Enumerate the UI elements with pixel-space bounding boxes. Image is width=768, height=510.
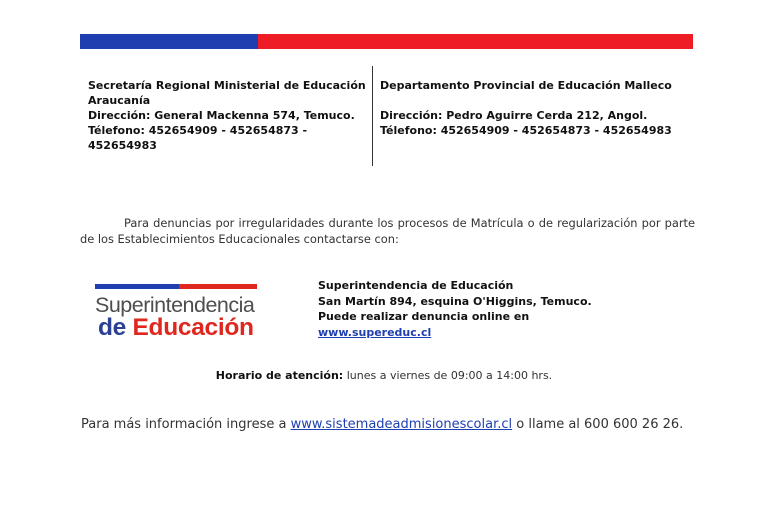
logo-line-1: Superintendencia [95, 293, 255, 317]
logo-educacion: Educación [132, 314, 254, 341]
logo-red-bar [179, 284, 257, 289]
deprov-phone: Télefono: 452654909 - 452654873 - 452654983 [380, 124, 672, 137]
superintendencia-logo [95, 284, 260, 344]
seremi-name: Secretaría Regional Ministerial de Educación [88, 79, 366, 92]
super-name: Superintendencia de Educación [318, 279, 514, 292]
logo-blue-bar [95, 284, 179, 289]
deprov-name: Departamento Provincial de Educación Malleco [380, 79, 672, 92]
seremi-phone: Télefono: 452654909 - 452654873 - 452654983 [88, 124, 308, 152]
seremi-address: Dirección: General Mackenna 574, Temuco. [88, 109, 355, 122]
hours-text: lunes a viernes de 09:00 a 14:00 hrs. [343, 369, 553, 382]
flag-blue-segment [80, 34, 258, 49]
seremi-region: Araucanía [88, 94, 151, 107]
more-info [81, 417, 683, 432]
contacts-divider [372, 66, 373, 166]
superintendencia-contact [318, 278, 592, 340]
contacts-section [80, 66, 690, 166]
flag-red-segment [258, 34, 693, 49]
complaint-notice-text: Para denuncias por irregularidades durante los procesos de Matrícula o de regularización por parte de los Establecimientos Educacionales contactarse con: [80, 216, 695, 246]
more-info-prefix: Para más información ingrese a [81, 417, 291, 432]
opening-hours [0, 369, 768, 382]
hours-label: Horario de atención: [215, 369, 344, 382]
seremi-contact [88, 78, 370, 153]
complaint-notice [80, 215, 695, 247]
supereduc-link[interactable]: www.supereduc.cl [318, 325, 432, 339]
logo-line-2 [98, 314, 254, 342]
super-online: Puede realizar denuncia online en [318, 310, 530, 323]
header-flag-bar [80, 34, 693, 49]
deprov-address: Dirección: Pedro Aguirre Cerda 212, Angol. [380, 109, 648, 122]
admission-system-link[interactable]: www.sistemadeadmisionescolar.cl [290, 417, 513, 432]
deprov-contact [380, 78, 690, 138]
more-info-suffix: o llame al 600 600 26 26. [512, 417, 684, 432]
super-address: San Martín 894, esquina O'Higgins, Temuco. [318, 294, 592, 308]
logo-de: de [98, 314, 126, 341]
